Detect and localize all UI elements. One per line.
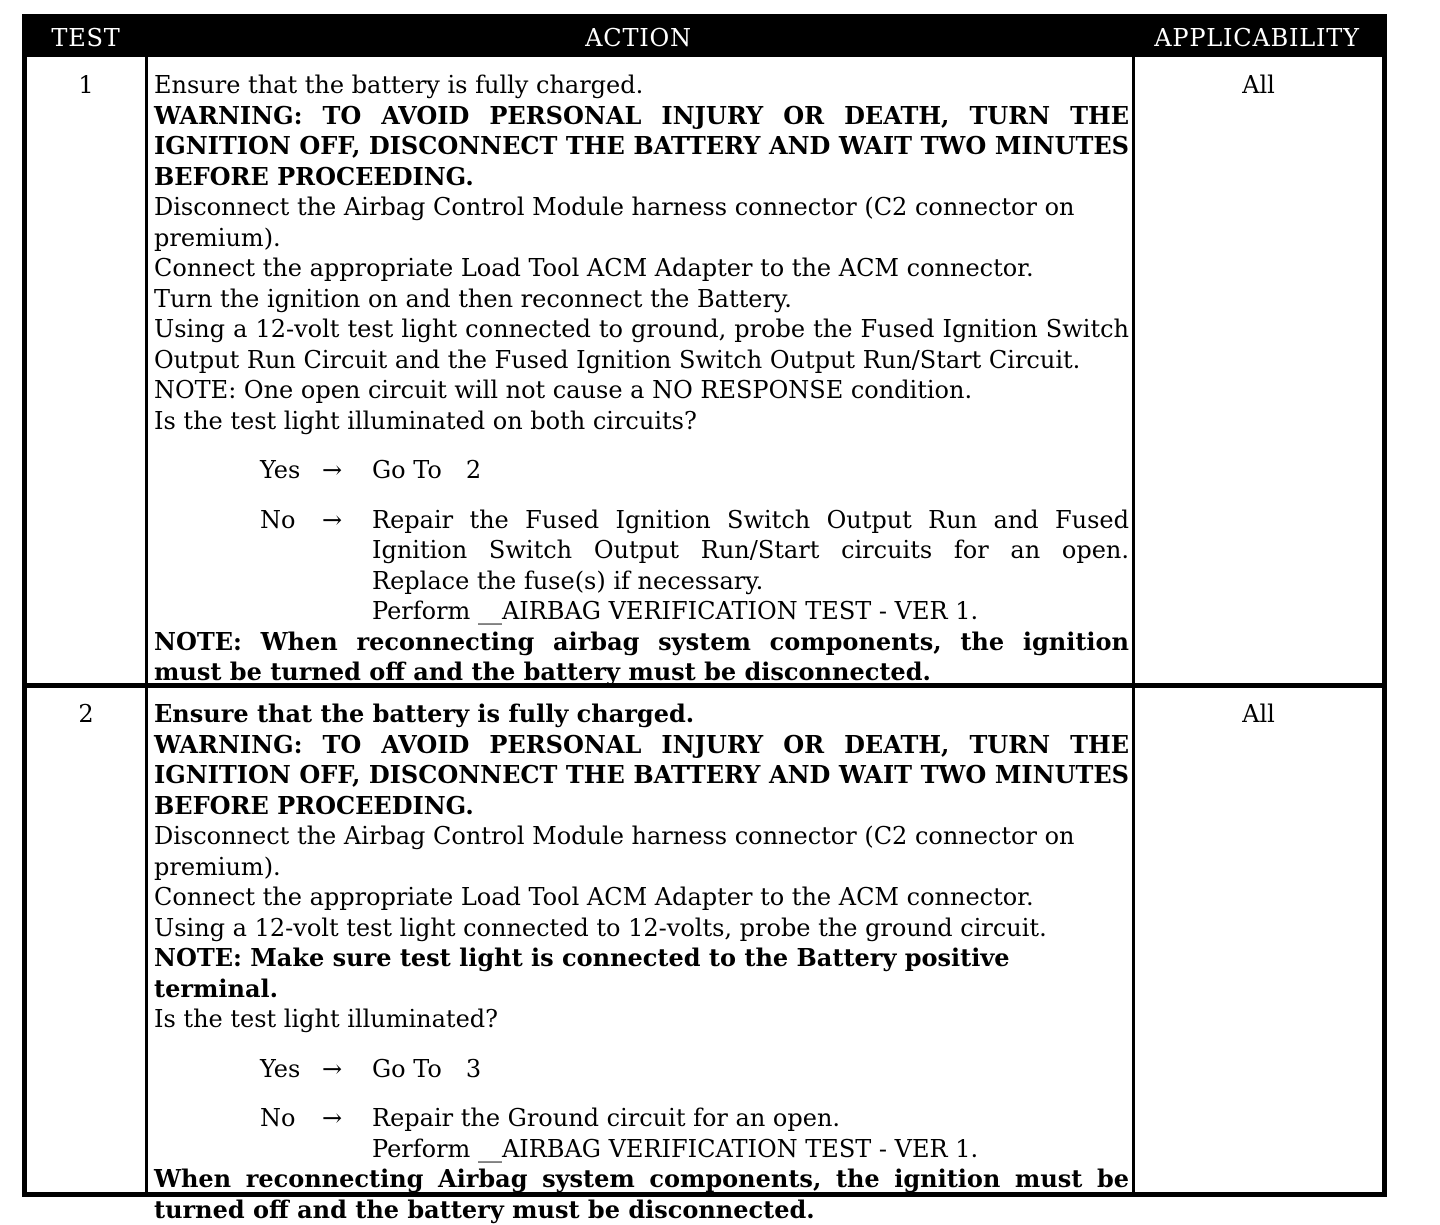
no-action-text: Repair the Ground circuit for an open. bbox=[372, 1104, 841, 1132]
question-text: Is the test light illuminated on both circuits? bbox=[154, 406, 697, 435]
no-branch bbox=[154, 1103, 1129, 1164]
step-text: Using a 12-volt test light connected to ground, probe the Fused Ignition Switch Output Run Circuit and the Fused Ignition Switch Output Run/Start Circuit. bbox=[154, 315, 1129, 374]
yes-branch bbox=[154, 455, 1129, 486]
no-label: No bbox=[260, 505, 296, 534]
no-branch bbox=[154, 505, 1129, 627]
step-text: Turn the ignition on and then reconnect the Battery. bbox=[154, 284, 792, 313]
action-cell bbox=[154, 699, 1129, 1225]
question-text: Is the test light illuminated? bbox=[154, 1005, 499, 1033]
arrow-icon: → bbox=[322, 456, 343, 484]
arrow-icon: → bbox=[322, 1054, 343, 1083]
no-label: No bbox=[260, 1104, 296, 1132]
perform-link[interactable]: Perform __AIRBAG VERIFICATION TEST - VER 1. bbox=[372, 1134, 979, 1163]
header-action: ACTION bbox=[585, 24, 692, 52]
diagnostic-table bbox=[22, 14, 1387, 1224]
arrow-icon: → bbox=[322, 1104, 343, 1132]
step-text: Connect the appropriate Load Tool ACM Adapter to the ACM connector. bbox=[154, 883, 1034, 911]
arrow-icon: → bbox=[322, 505, 343, 534]
step-text: Disconnect the Airbag Control Module harness connector (C2 connector on premium). bbox=[154, 822, 1075, 881]
closing-note: NOTE: When reconnecting airbag system components, the ignition must be turned off and the battery must be disconnected. bbox=[154, 626, 1129, 686]
bold-note: NOTE: Make sure test light is connected to the Battery positive terminal. bbox=[154, 943, 1010, 1003]
table-header bbox=[27, 19, 1382, 57]
closing-note: When reconnecting Airbag system components, the ignition must be turned off and the battery must be disconnected. bbox=[154, 1164, 1129, 1224]
applicability-value: All bbox=[1242, 700, 1275, 728]
goto-link[interactable]: 2 bbox=[465, 456, 482, 484]
yes-label: Yes bbox=[260, 456, 301, 484]
step-text: Connect the appropriate Load Tool ACM Adapter to the ACM connector. bbox=[154, 254, 1034, 282]
goto-text: Go To bbox=[372, 1054, 442, 1083]
yes-branch bbox=[154, 1054, 1129, 1085]
header-applicability: APPLICABILITY bbox=[1154, 24, 1360, 52]
step-text: Disconnect the Airbag Control Module harness connector (C2 connector on premium). bbox=[154, 193, 1075, 252]
yes-label: Yes bbox=[260, 1054, 301, 1083]
goto-text: Go To bbox=[372, 456, 442, 484]
applicability-value: All bbox=[1242, 71, 1275, 99]
step-text: NOTE: One open circuit will not cause a NO RESPONSE condition. bbox=[154, 376, 973, 404]
column-divider bbox=[1132, 57, 1135, 1192]
goto-link[interactable]: 3 bbox=[465, 1054, 482, 1083]
test-number: 2 bbox=[78, 700, 94, 728]
column-divider bbox=[145, 57, 148, 1192]
perform-link[interactable]: Perform __AIRBAG VERIFICATION TEST - VER 1. bbox=[372, 597, 979, 625]
test-number: 1 bbox=[78, 71, 94, 99]
warning-text: WARNING: TO AVOID PERSONAL INJURY OR DEATH, TURN THE IGNITION OFF, DISCONNECT THE BATTERY AND WAIT TWO MINUTES BEFORE PROCEEDING. bbox=[154, 729, 1129, 820]
no-action-text: Repair the Fused Ignition Switch Output Run and Fused Ignition Switch Output Run/Start circuits for an open. Replace the fuse(s) if necessary. bbox=[372, 505, 1129, 595]
warning-text: WARNING: TO AVOID PERSONAL INJURY OR DEATH, TURN THE IGNITION OFF, DISCONNECT THE BATTERY AND WAIT TWO MINUTES BEFORE PROCEEDING. bbox=[154, 100, 1129, 191]
ensure-text: Ensure that the battery is fully charged. bbox=[154, 699, 695, 728]
action-cell bbox=[154, 70, 1129, 688]
ensure-text: Ensure that the battery is fully charged. bbox=[154, 71, 644, 99]
step-text: Using a 12-volt test light connected to 12-volts, probe the ground circuit. bbox=[154, 913, 1047, 942]
header-test: TEST bbox=[51, 24, 121, 52]
